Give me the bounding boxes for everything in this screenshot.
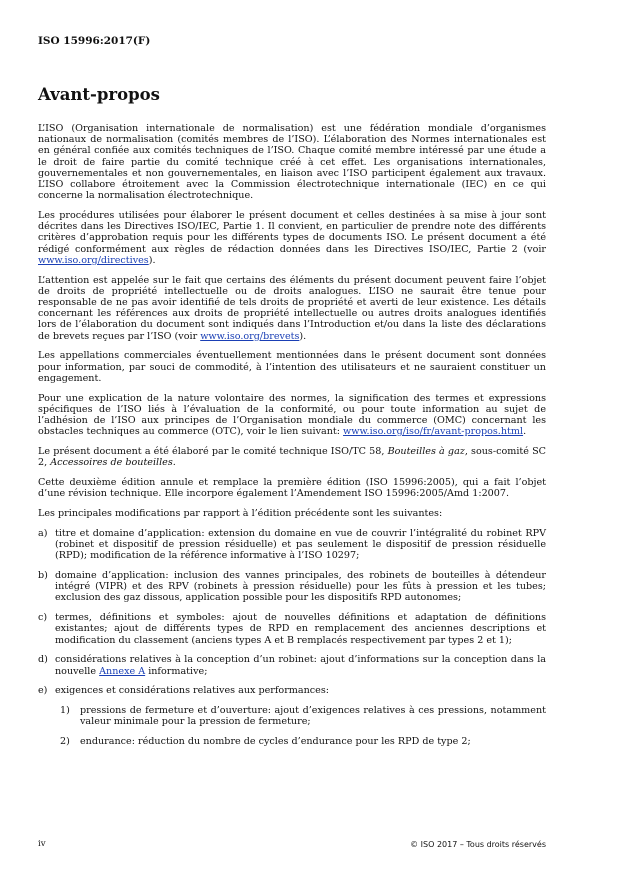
link-avant-propos[interactable]: www.iso.org/iso/fr/avant-propos.html — [343, 426, 524, 438]
paragraph-iso-intro: L’ISO (Organisation internationale de normalisation) est une fédération mondiale d’organismes nationaux de normalisation (comités membres de l’ISO). L’élaboration des Normes internationales est en général confiée aux comités techniques de l’ISO. Chaque comité membre intéressé par une étude a le droit de faire partie du comité technique créé à cet effet. Les organisations internationales, gouvernementales et non gouvernementales, en liaison avec l’ISO participent également aux travaux. L’ISO collabore étroitement avec la Commission électrotechnique internationale (IEC) en ce qui concerne la normalisation électrotechnique. — [38, 123, 546, 202]
copyright-notice: © ISO 2017 – Tous droits réservés — [410, 840, 546, 849]
list-subitem-e1: 1) pressions de fermeture et d’ouverture: ajout d’exigences relatives à ces pressions, notamment valeur minimale pour la pression de fermeture; — [60, 705, 546, 728]
paragraph-edition: Cette deuxième édition annule et remplace la première édition (ISO 15996:2005), qui a fait l’objet d’une révision technique. Elle incorpore également l’Amendement ISO 15996:2005/Amd 1:2007. — [38, 477, 546, 500]
paragraph-committee: Le présent document a été élaboré par le comité technique ISO/TC 58, Bouteilles à gaz, sous-comité SC 2, Accessoires de bouteilles. — [38, 446, 546, 469]
page-title: Avant-propos — [38, 85, 160, 104]
paragraph-voluntary-nature: Pour une explication de la nature volontaire des normes, la signification des termes et expressions spécifiques de l’ISO liés à l’évaluation de la conformité, ou pour toute information au sujet de l’adhésion de l’ISO aux principes de l’Organisation mondiale du commerce (OMC) concernant les obstacles techniques au commerce (OTC), voir le lien suivant: www.iso.org/iso/fr/avant-propos.html. — [38, 392, 546, 438]
list-subitem-e2: 2) endurance: réduction du nombre de cycles d’endurance pour les RPD de type 2; — [60, 736, 471, 748]
paragraph-patents: L’attention est appelée sur le fait que certains des éléments du présent document peuvent faire l’objet de droits de propriété intellectuelle ou de droits analogues. L’ISO ne saurait être tenue pour responsable de ne pas avoir identifié de tels droits de propriété et averti de leur existence. Les détails concernant les références aux droits de propriété intellectuelle ou autres droits analogues identifiés lors de l’élaboration du document sont indiqués dans l’Introduction et/ou dans la liste des déclarations de brevets reçues par l’ISO (voir www.iso.org/brevets). — [38, 274, 546, 342]
list-item-b: b) domaine d’application: inclusion des vannes principales, des robinets de bouteilles à détendeur intégré (VIPR) et des RPV (robinets à pression résiduelle) pour les fûts à pression et les tubes; exclusion des gaz dissous, application possible pour les dispositifs RPD autonomes; — [38, 570, 546, 604]
paragraph-procedures: Les procédures utilisées pour élaborer le présent document et celles destinées à sa mise à jour sont décrites dans les Directives ISO/IEC, Partie 1. Il convient, en particulier de prendre note des différents critères d’approbation requis pour les différents types de documents ISO. Le présent document a été rédigé conformément aux règles de rédaction données dans les Directives ISO/IEC, Partie 2 (voir www.iso.org/directives). — [38, 210, 546, 266]
document-id-header: ISO 15996:2017(F) — [38, 35, 151, 47]
link-annexe-a[interactable]: Annexe A — [99, 665, 146, 677]
list-item-d: d) considérations relatives à la conception d’un robinet: ajout d’informations sur la conception dans la nouvelle Annexe A informative; — [38, 654, 546, 677]
list-item-c: c) termes, définitions et symboles: ajout de nouvelles définitions et adaptation de définitions existantes; ajout de différents types de RPD en remplacement des anciennes descriptions et modification du classement (anciens types A et B remplacés respectivement par types 2 et 1); — [38, 612, 546, 646]
list-item-a: a) titre et domaine d’application: extension du domaine en vue de couvrir l’intégralité du robinet RPV (robinet et dispositif de pression résiduelle) et pas seulement le dispositif de pression résiduelle (RPD); modification de la référence informative à l’ISO 10297; — [38, 527, 546, 562]
link-directives[interactable]: www.iso.org/directives — [38, 254, 149, 266]
paragraph-trade-names: Les appellations commerciales éventuellement mentionnées dans le présent document sont données pour information, par souci de commodité, à l’intention des utilisateurs et ne sauraient constituer un engagement. — [38, 350, 546, 384]
link-brevets[interactable]: www.iso.org/brevets — [200, 330, 300, 342]
document-body — [38, 123, 546, 756]
page-number: iv — [38, 839, 46, 849]
list-item-e: e) exigences et considérations relatives aux performances: — [38, 685, 329, 697]
paragraph-changes-intro: Les principales modifications par rapport à l’édition précédente sont les suivantes: — [38, 508, 443, 520]
